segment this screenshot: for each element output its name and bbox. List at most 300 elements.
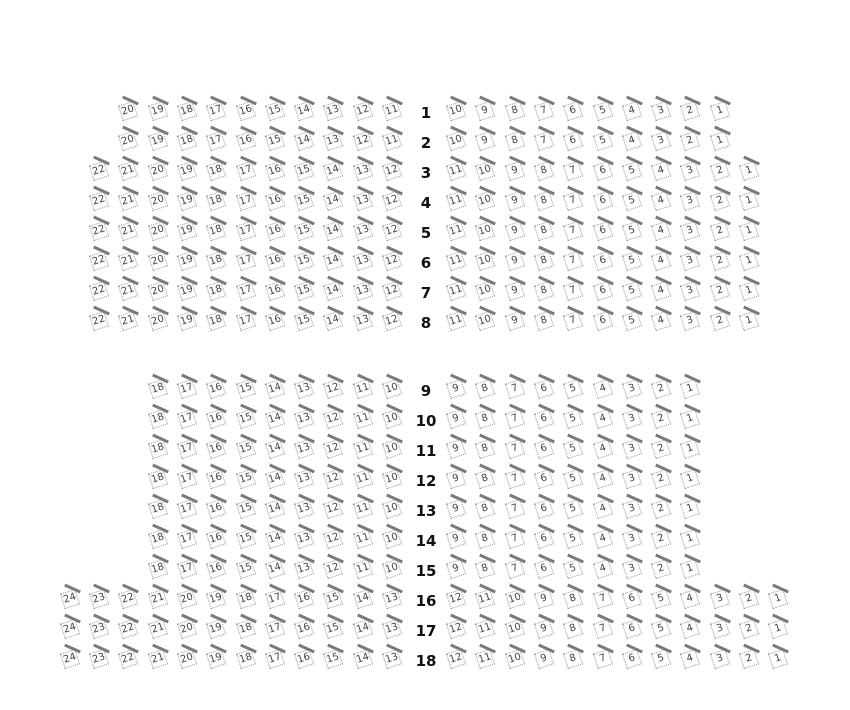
seat-12-6[interactable] [536,471,552,487]
seat-17-24[interactable] [62,621,78,637]
seat-8-20[interactable] [150,313,166,329]
seat-13-9[interactable] [448,501,464,517]
seat-16-11[interactable] [477,591,493,607]
seat-12-7[interactable] [507,471,523,487]
seat-16-15[interactable] [325,591,341,607]
seat-7-8[interactable] [536,283,552,299]
seat-7-21[interactable] [120,283,136,299]
seat-13-14[interactable] [267,501,283,517]
seat-15-13[interactable] [296,561,312,577]
seat-7-3[interactable] [682,283,698,299]
seat-7-11[interactable] [448,283,464,299]
seat-7-18[interactable] [208,283,224,299]
seat-10-3[interactable] [624,411,640,427]
seat-6-17[interactable] [238,253,254,269]
seat-4-5[interactable] [624,193,640,209]
seat-4-17[interactable] [238,193,254,209]
seat-16-22[interactable] [120,591,136,607]
seat-13-15[interactable] [238,501,254,517]
seat-15-4[interactable] [595,561,611,577]
seat-5-15[interactable] [296,223,312,239]
seat-5-17[interactable] [238,223,254,239]
seat-2-18[interactable] [179,133,195,149]
seat-2-2[interactable] [682,133,698,149]
seat-11-4[interactable] [595,441,611,457]
seat-9-10[interactable] [384,381,400,397]
seat-2-20[interactable] [120,133,136,149]
seat-3-15[interactable] [296,163,312,179]
seat-7-2[interactable] [712,283,728,299]
seat-16-1[interactable] [770,591,786,607]
seat-13-5[interactable] [565,501,581,517]
seat-12-17[interactable] [179,471,195,487]
seat-1-10[interactable] [448,103,464,119]
seat-10-13[interactable] [296,411,312,427]
seat-6-8[interactable] [536,253,552,269]
seat-3-8[interactable] [536,163,552,179]
seat-11-11[interactable] [355,441,371,457]
seat-17-18[interactable] [238,621,254,637]
seat-12-18[interactable] [150,471,166,487]
seat-10-14[interactable] [267,411,283,427]
seat-7-15[interactable] [296,283,312,299]
seat-2-15[interactable] [267,133,283,149]
seat-4-14[interactable] [325,193,341,209]
seat-10-11[interactable] [355,411,371,427]
seat-10-17[interactable] [179,411,195,427]
seat-7-14[interactable] [325,283,341,299]
seat-1-11[interactable] [384,103,400,119]
seat-6-7[interactable] [565,253,581,269]
seat-9-14[interactable] [267,381,283,397]
seat-2-6[interactable] [565,133,581,149]
seat-5-16[interactable] [267,223,283,239]
seat-14-11[interactable] [355,531,371,547]
seat-5-5[interactable] [624,223,640,239]
seat-6-20[interactable] [150,253,166,269]
seat-1-2[interactable] [682,103,698,119]
seat-10-9[interactable] [448,411,464,427]
seat-14-3[interactable] [624,531,640,547]
seat-16-4[interactable] [682,591,698,607]
seat-6-10[interactable] [477,253,493,269]
seat-16-9[interactable] [536,591,552,607]
seat-9-16[interactable] [208,381,224,397]
seat-11-13[interactable] [296,441,312,457]
seat-1-8[interactable] [507,103,523,119]
seat-13-4[interactable] [595,501,611,517]
seat-7-4[interactable] [653,283,669,299]
seat-4-12[interactable] [384,193,400,209]
seat-5-20[interactable] [150,223,166,239]
seat-18-15[interactable] [325,651,341,667]
seat-16-21[interactable] [150,591,166,607]
seat-17-11[interactable] [477,621,493,637]
seat-4-19[interactable] [179,193,195,209]
seat-14-14[interactable] [267,531,283,547]
seat-1-20[interactable] [120,103,136,119]
seat-17-4[interactable] [682,621,698,637]
seat-5-22[interactable] [91,223,107,239]
seat-6-9[interactable] [507,253,523,269]
seat-13-8[interactable] [477,501,493,517]
seat-11-18[interactable] [150,441,166,457]
seat-3-16[interactable] [267,163,283,179]
seat-15-7[interactable] [507,561,523,577]
seat-6-11[interactable] [448,253,464,269]
seat-5-12[interactable] [384,223,400,239]
seat-1-1[interactable] [712,103,728,119]
seat-17-23[interactable] [91,621,107,637]
seat-1-17[interactable] [208,103,224,119]
seat-7-5[interactable] [624,283,640,299]
seat-14-6[interactable] [536,531,552,547]
seat-7-13[interactable] [355,283,371,299]
seat-9-11[interactable] [355,381,371,397]
seat-4-13[interactable] [355,193,371,209]
seat-11-9[interactable] [448,441,464,457]
seat-15-14[interactable] [267,561,283,577]
seat-5-4[interactable] [653,223,669,239]
seat-5-13[interactable] [355,223,371,239]
seat-17-15[interactable] [325,621,341,637]
seat-17-19[interactable] [208,621,224,637]
seat-17-21[interactable] [150,621,166,637]
seat-3-13[interactable] [355,163,371,179]
seat-15-5[interactable] [565,561,581,577]
seat-15-2[interactable] [653,561,669,577]
seat-13-3[interactable] [624,501,640,517]
seat-9-12[interactable] [325,381,341,397]
seat-8-5[interactable] [624,313,640,329]
seat-17-20[interactable] [179,621,195,637]
seat-5-1[interactable] [741,223,757,239]
seat-16-24[interactable] [62,591,78,607]
seat-7-19[interactable] [179,283,195,299]
seat-16-5[interactable] [653,591,669,607]
seat-6-1[interactable] [741,253,757,269]
seat-3-9[interactable] [507,163,523,179]
seat-1-18[interactable] [179,103,195,119]
seat-8-7[interactable] [565,313,581,329]
seat-4-4[interactable] [653,193,669,209]
seat-17-13[interactable] [384,621,400,637]
seat-9-13[interactable] [296,381,312,397]
seat-16-23[interactable] [91,591,107,607]
seat-18-10[interactable] [507,651,523,667]
seat-17-9[interactable] [536,621,552,637]
seat-9-3[interactable] [624,381,640,397]
seat-15-15[interactable] [238,561,254,577]
seat-10-10[interactable] [384,411,400,427]
seat-6-19[interactable] [179,253,195,269]
seat-6-4[interactable] [653,253,669,269]
seat-18-5[interactable] [653,651,669,667]
seat-8-17[interactable] [238,313,254,329]
seat-2-7[interactable] [536,133,552,149]
seat-10-7[interactable] [507,411,523,427]
seat-18-11[interactable] [477,651,493,667]
seat-3-20[interactable] [150,163,166,179]
seat-2-1[interactable] [712,133,728,149]
seat-12-2[interactable] [653,471,669,487]
seat-16-18[interactable] [238,591,254,607]
seat-8-16[interactable] [267,313,283,329]
seat-4-10[interactable] [477,193,493,209]
seat-12-12[interactable] [325,471,341,487]
seat-8-8[interactable] [536,313,552,329]
seat-2-16[interactable] [238,133,254,149]
seat-15-3[interactable] [624,561,640,577]
seat-7-10[interactable] [477,283,493,299]
seat-18-23[interactable] [91,651,107,667]
seat-4-16[interactable] [267,193,283,209]
seat-7-22[interactable] [91,283,107,299]
seat-11-12[interactable] [325,441,341,457]
seat-2-12[interactable] [355,133,371,149]
seat-7-12[interactable] [384,283,400,299]
seat-1-4[interactable] [624,103,640,119]
seat-12-9[interactable] [448,471,464,487]
seat-17-22[interactable] [120,621,136,637]
seat-9-2[interactable] [653,381,669,397]
seat-16-2[interactable] [741,591,757,607]
seat-2-19[interactable] [150,133,166,149]
seat-6-22[interactable] [91,253,107,269]
seat-18-20[interactable] [179,651,195,667]
seat-14-8[interactable] [477,531,493,547]
seat-11-17[interactable] [179,441,195,457]
seat-9-1[interactable] [682,381,698,397]
seat-8-22[interactable] [91,313,107,329]
seat-6-13[interactable] [355,253,371,269]
seat-17-5[interactable] [653,621,669,637]
seat-12-10[interactable] [384,471,400,487]
seat-6-5[interactable] [624,253,640,269]
seat-18-4[interactable] [682,651,698,667]
seat-9-15[interactable] [238,381,254,397]
seat-3-6[interactable] [595,163,611,179]
seat-3-5[interactable] [624,163,640,179]
seat-8-12[interactable] [384,313,400,329]
seat-3-1[interactable] [741,163,757,179]
seat-8-11[interactable] [448,313,464,329]
seat-8-9[interactable] [507,313,523,329]
seat-14-7[interactable] [507,531,523,547]
seat-18-12[interactable] [448,651,464,667]
seat-10-18[interactable] [150,411,166,427]
seat-17-14[interactable] [355,621,371,637]
seat-2-3[interactable] [653,133,669,149]
seat-4-11[interactable] [448,193,464,209]
seat-13-12[interactable] [325,501,341,517]
seat-10-8[interactable] [477,411,493,427]
seat-3-12[interactable] [384,163,400,179]
seat-9-7[interactable] [507,381,523,397]
seat-14-18[interactable] [150,531,166,547]
seat-8-1[interactable] [741,313,757,329]
seat-16-8[interactable] [565,591,581,607]
seat-10-4[interactable] [595,411,611,427]
seat-15-17[interactable] [179,561,195,577]
seat-18-2[interactable] [741,651,757,667]
seat-8-21[interactable] [120,313,136,329]
seat-4-21[interactable] [120,193,136,209]
seat-14-13[interactable] [296,531,312,547]
seat-13-1[interactable] [682,501,698,517]
seat-10-16[interactable] [208,411,224,427]
seat-13-11[interactable] [355,501,371,517]
seat-5-19[interactable] [179,223,195,239]
seat-6-16[interactable] [267,253,283,269]
seat-12-8[interactable] [477,471,493,487]
seat-2-14[interactable] [296,133,312,149]
seat-6-14[interactable] [325,253,341,269]
seat-3-4[interactable] [653,163,669,179]
seat-5-7[interactable] [565,223,581,239]
seat-4-1[interactable] [741,193,757,209]
seat-17-3[interactable] [712,621,728,637]
seat-14-2[interactable] [653,531,669,547]
seat-17-2[interactable] [741,621,757,637]
seat-15-16[interactable] [208,561,224,577]
seat-3-7[interactable] [565,163,581,179]
seat-12-16[interactable] [208,471,224,487]
seat-4-9[interactable] [507,193,523,209]
seat-12-14[interactable] [267,471,283,487]
seat-4-6[interactable] [595,193,611,209]
seat-1-3[interactable] [653,103,669,119]
seat-4-8[interactable] [536,193,552,209]
seat-17-17[interactable] [267,621,283,637]
seat-10-12[interactable] [325,411,341,427]
seat-12-13[interactable] [296,471,312,487]
seat-12-15[interactable] [238,471,254,487]
seat-16-3[interactable] [712,591,728,607]
seat-12-5[interactable] [565,471,581,487]
seat-7-17[interactable] [238,283,254,299]
seat-1-5[interactable] [595,103,611,119]
seat-2-9[interactable] [477,133,493,149]
seat-16-10[interactable] [507,591,523,607]
seat-16-7[interactable] [595,591,611,607]
seat-1-13[interactable] [325,103,341,119]
seat-10-2[interactable] [653,411,669,427]
seat-18-3[interactable] [712,651,728,667]
seat-16-16[interactable] [296,591,312,607]
seat-3-17[interactable] [238,163,254,179]
seat-1-9[interactable] [477,103,493,119]
seat-5-21[interactable] [120,223,136,239]
seat-4-15[interactable] [296,193,312,209]
seat-7-6[interactable] [595,283,611,299]
seat-9-17[interactable] [179,381,195,397]
seat-3-18[interactable] [208,163,224,179]
seat-1-7[interactable] [536,103,552,119]
seat-9-6[interactable] [536,381,552,397]
seat-14-12[interactable] [325,531,341,547]
seat-1-6[interactable] [565,103,581,119]
seat-16-12[interactable] [448,591,464,607]
seat-8-18[interactable] [208,313,224,329]
seat-18-6[interactable] [624,651,640,667]
seat-2-5[interactable] [595,133,611,149]
seat-18-13[interactable] [384,651,400,667]
seat-2-8[interactable] [507,133,523,149]
seat-2-4[interactable] [624,133,640,149]
seat-2-10[interactable] [448,133,464,149]
seat-18-14[interactable] [355,651,371,667]
seat-11-16[interactable] [208,441,224,457]
seat-11-6[interactable] [536,441,552,457]
seat-3-14[interactable] [325,163,341,179]
seat-2-17[interactable] [208,133,224,149]
seat-12-1[interactable] [682,471,698,487]
seat-3-19[interactable] [179,163,195,179]
seat-18-16[interactable] [296,651,312,667]
seat-3-2[interactable] [712,163,728,179]
seat-1-15[interactable] [267,103,283,119]
seat-16-6[interactable] [624,591,640,607]
seat-3-21[interactable] [120,163,136,179]
seat-3-22[interactable] [91,163,107,179]
seat-7-16[interactable] [267,283,283,299]
seat-12-3[interactable] [624,471,640,487]
seat-3-3[interactable] [682,163,698,179]
seat-11-15[interactable] [238,441,254,457]
seat-14-4[interactable] [595,531,611,547]
seat-7-9[interactable] [507,283,523,299]
seat-17-16[interactable] [296,621,312,637]
seat-16-19[interactable] [208,591,224,607]
seat-2-11[interactable] [384,133,400,149]
seat-9-18[interactable] [150,381,166,397]
seat-15-10[interactable] [384,561,400,577]
seat-5-8[interactable] [536,223,552,239]
seat-17-10[interactable] [507,621,523,637]
seat-13-6[interactable] [536,501,552,517]
seat-8-2[interactable] [712,313,728,329]
seat-12-4[interactable] [595,471,611,487]
seat-13-10[interactable] [384,501,400,517]
seat-11-3[interactable] [624,441,640,457]
seat-6-12[interactable] [384,253,400,269]
seat-18-19[interactable] [208,651,224,667]
seat-13-17[interactable] [179,501,195,517]
seat-6-21[interactable] [120,253,136,269]
seat-15-12[interactable] [325,561,341,577]
seat-14-1[interactable] [682,531,698,547]
seat-13-2[interactable] [653,501,669,517]
seat-11-5[interactable] [565,441,581,457]
seat-11-14[interactable] [267,441,283,457]
seat-7-7[interactable] [565,283,581,299]
seat-18-18[interactable] [238,651,254,667]
seat-15-8[interactable] [477,561,493,577]
seat-8-10[interactable] [477,313,493,329]
seat-5-10[interactable] [477,223,493,239]
seat-11-1[interactable] [682,441,698,457]
seat-14-5[interactable] [565,531,581,547]
seat-5-3[interactable] [682,223,698,239]
seat-14-17[interactable] [179,531,195,547]
seat-10-6[interactable] [536,411,552,427]
seat-14-10[interactable] [384,531,400,547]
seat-18-1[interactable] [770,651,786,667]
seat-18-9[interactable] [536,651,552,667]
seat-4-7[interactable] [565,193,581,209]
seat-8-6[interactable] [595,313,611,329]
